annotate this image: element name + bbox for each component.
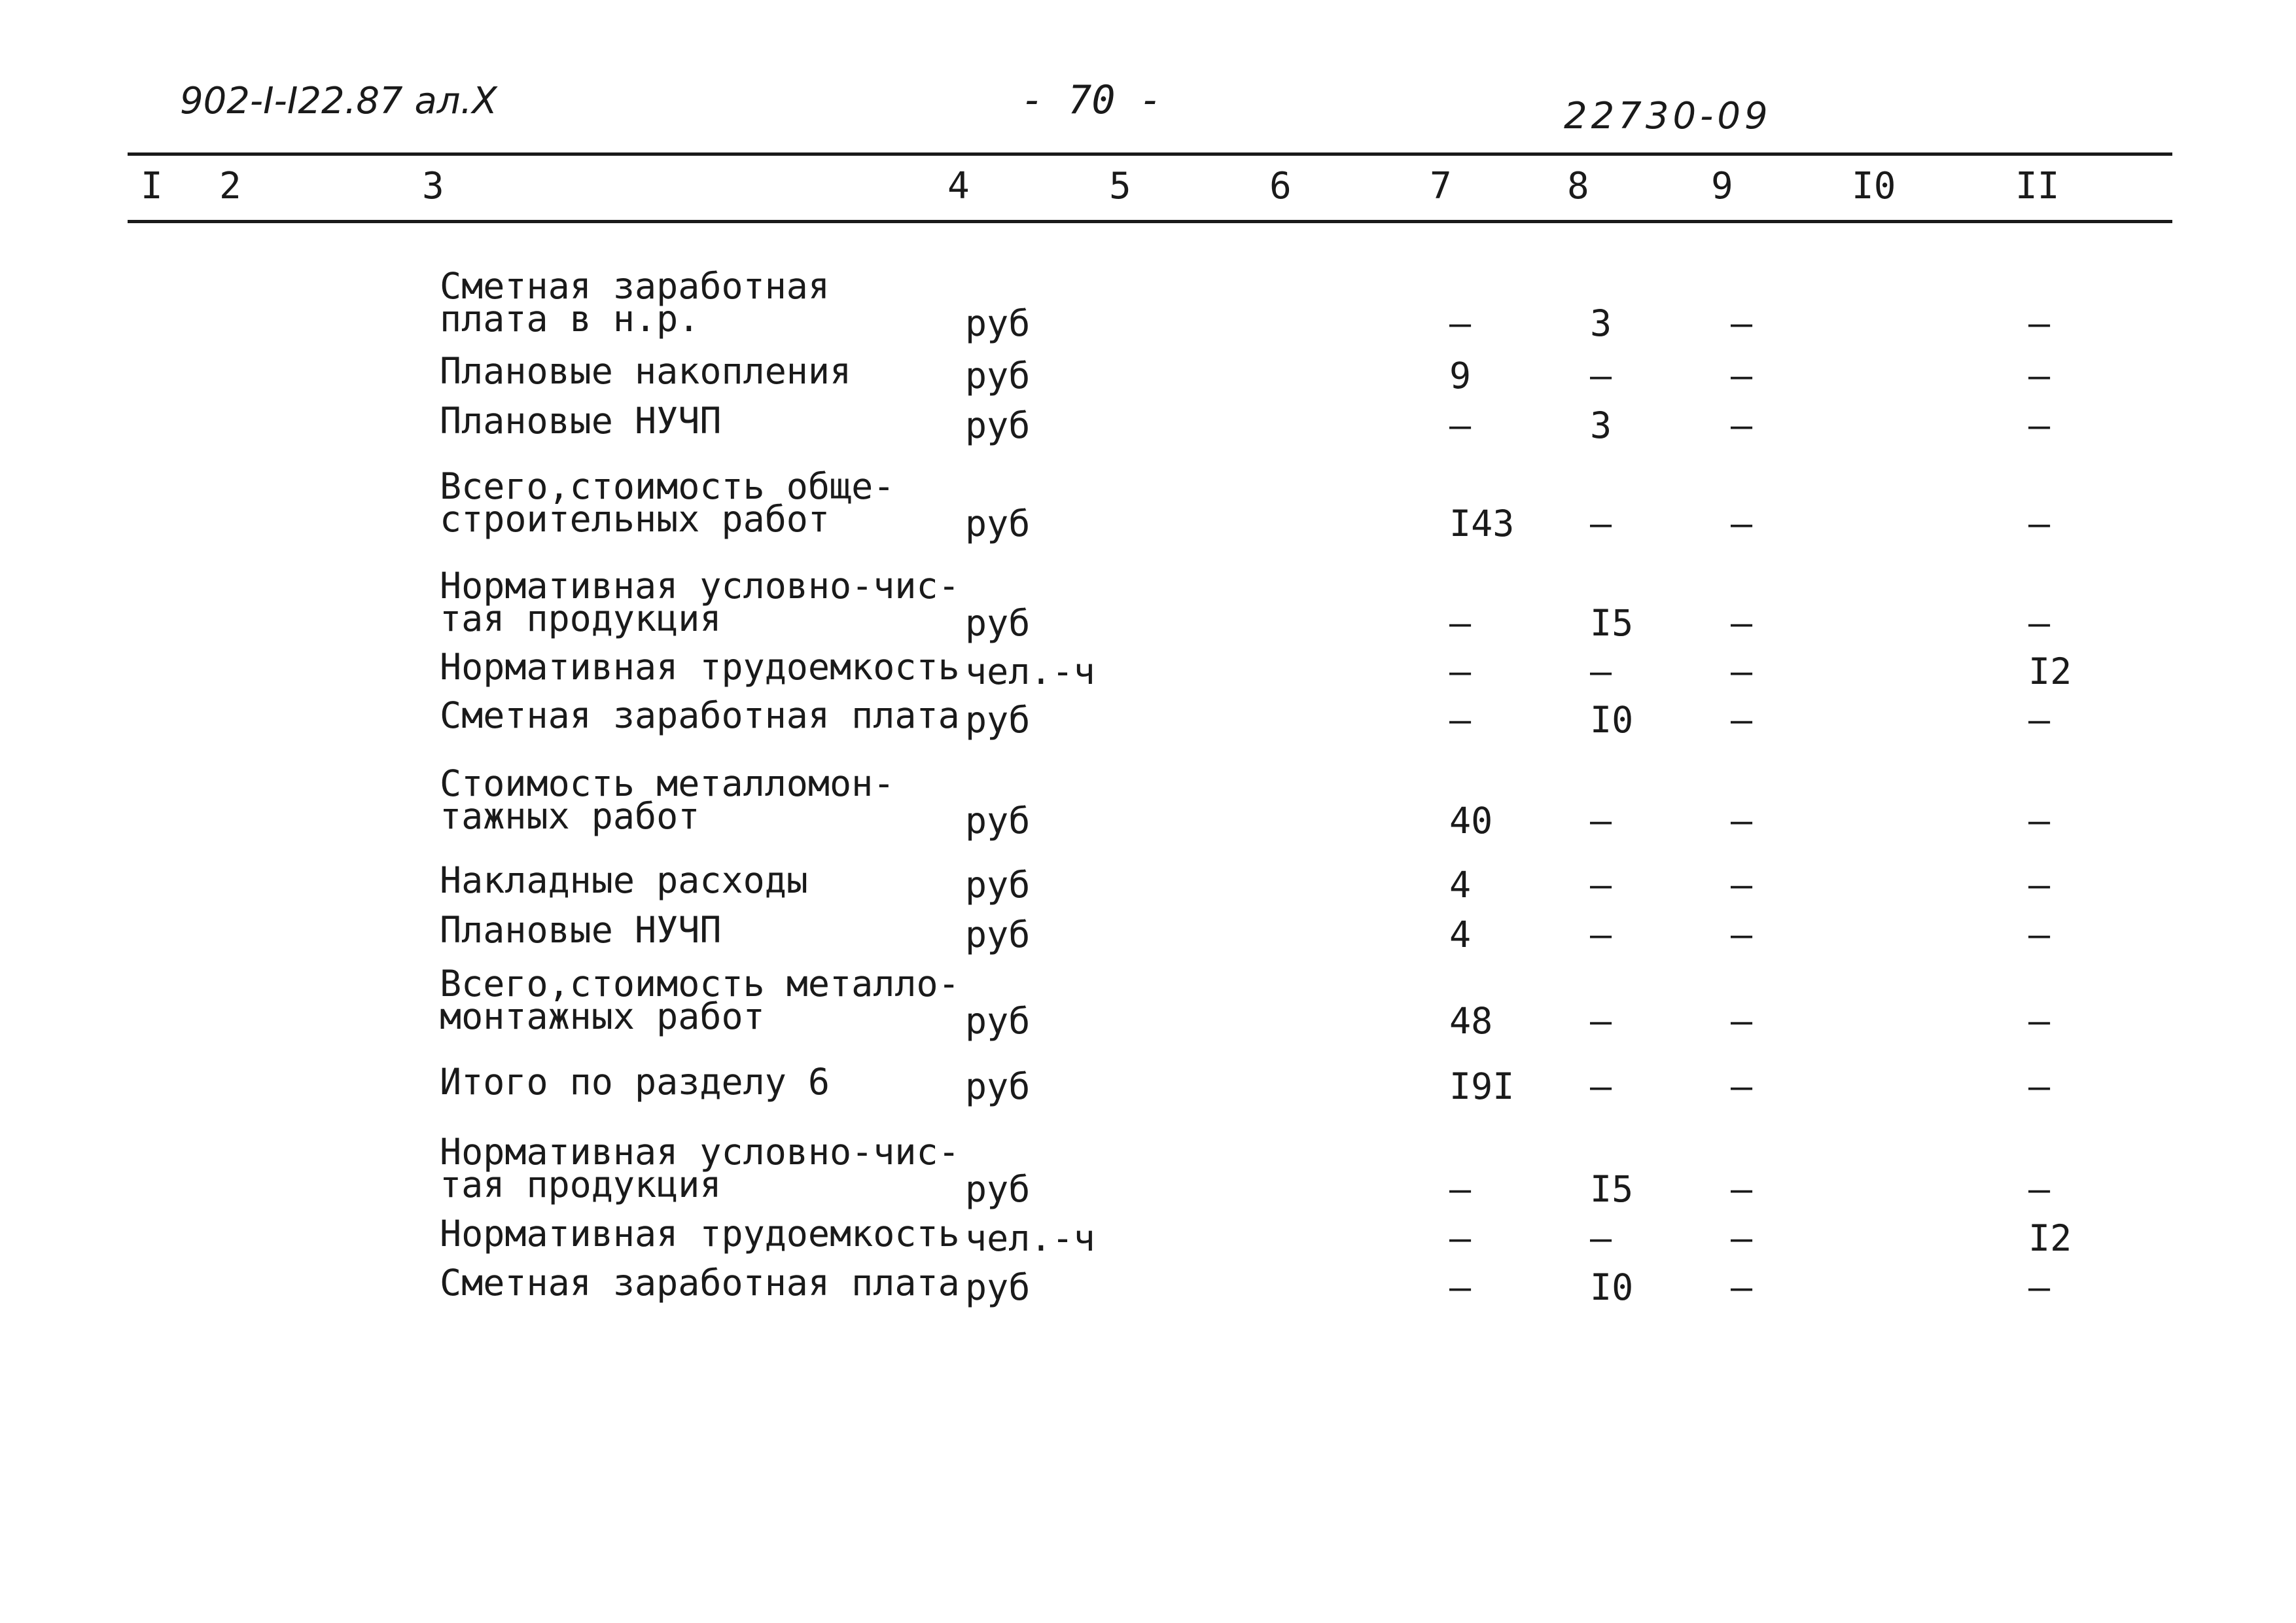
row-label-line: Нормативная условно-чис- xyxy=(440,565,960,607)
row-label-line: Накладные расходы xyxy=(440,859,808,901)
column-number-6: 6 xyxy=(1269,165,1292,207)
cell-col-8: – xyxy=(1590,355,1612,397)
cell-col-11: – xyxy=(2028,602,2051,644)
row-label-line: Плановые НУЧП xyxy=(440,909,722,951)
column-number-10: I0 xyxy=(1852,165,1896,207)
row-label-line: Сметная заработная xyxy=(440,265,830,307)
cell-col-9: – xyxy=(1731,1217,1753,1259)
cell-col-11: I2 xyxy=(2028,651,2072,692)
row-label-line: плата в н.р. xyxy=(440,298,700,340)
column-number-1: I xyxy=(141,165,163,207)
row-unit: чел.-ч xyxy=(965,1217,1095,1259)
cell-col-7: 4 xyxy=(1449,864,1472,906)
row-label xyxy=(440,694,960,736)
row-unit: руб xyxy=(965,404,1031,446)
row-unit: руб xyxy=(965,1065,1031,1107)
row-unit: руб xyxy=(965,864,1031,906)
cell-col-7: 4 xyxy=(1449,914,1472,955)
row-label-line: Сметная заработная плата xyxy=(440,694,960,736)
cell-col-7: 9 xyxy=(1449,355,1472,397)
cell-col-7: 48 xyxy=(1449,1000,1493,1042)
column-number-7: 7 xyxy=(1430,165,1452,207)
row-label-line: тажных работ xyxy=(440,795,700,837)
row-label xyxy=(440,565,960,639)
row-label-line: Нормативная трудоемкость xyxy=(440,1213,960,1255)
row-unit: руб xyxy=(965,1000,1031,1042)
cell-col-9: – xyxy=(1731,699,1753,741)
cell-col-9: – xyxy=(1731,1000,1753,1042)
column-number-11: II xyxy=(2015,165,2060,207)
column-number-5: 5 xyxy=(1109,165,1131,207)
cell-col-11: – xyxy=(2028,800,2051,842)
row-unit: руб xyxy=(965,602,1031,644)
column-number-3: 3 xyxy=(422,165,444,207)
cell-col-9: – xyxy=(1731,503,1753,544)
row-label xyxy=(440,1213,960,1255)
row-label-line: тая продукция xyxy=(440,597,722,639)
cell-col-8: – xyxy=(1590,651,1612,692)
cell-col-8: 3 xyxy=(1590,404,1612,446)
row-unit: руб xyxy=(965,302,1031,344)
cell-col-8: – xyxy=(1590,800,1612,842)
row-unit: руб xyxy=(965,1266,1031,1308)
row-label-line: Нормативная условно-чис- xyxy=(440,1131,960,1173)
cell-col-8: – xyxy=(1590,1217,1612,1259)
cell-col-11: – xyxy=(2028,404,2051,446)
cell-col-7: – xyxy=(1449,1217,1472,1259)
row-label xyxy=(440,465,895,540)
cell-col-7: I9I xyxy=(1449,1065,1515,1107)
row-label-line: Итого по разделу 6 xyxy=(440,1061,830,1103)
row-label-line: Стоимость металломон- xyxy=(440,762,895,804)
cell-col-11: – xyxy=(2028,1000,2051,1042)
column-number-9: 9 xyxy=(1711,165,1733,207)
cell-col-8: I0 xyxy=(1590,699,1634,741)
row-label xyxy=(440,646,960,688)
cell-col-9: – xyxy=(1731,1168,1753,1210)
row-label xyxy=(440,1262,960,1304)
cell-col-11: – xyxy=(2028,914,2051,955)
cell-col-11: – xyxy=(2028,355,2051,397)
cell-col-9: – xyxy=(1731,1065,1753,1107)
cell-col-9: – xyxy=(1731,602,1753,644)
cell-col-11: – xyxy=(2028,864,2051,906)
table-header-bottom-rule xyxy=(128,220,2172,223)
row-label xyxy=(440,909,722,951)
row-unit: руб xyxy=(965,914,1031,955)
row-label-line: тая продукция xyxy=(440,1164,722,1205)
row-label xyxy=(440,350,852,392)
cell-col-8: – xyxy=(1590,864,1612,906)
cell-col-7: – xyxy=(1449,1266,1472,1308)
page-number: - 70 - xyxy=(1021,77,1163,123)
row-label-line: Всего,стоимость обще- xyxy=(440,465,895,507)
document-code: 902-I-I22.87 ал.X xyxy=(180,80,497,122)
row-label-line: строительных работ xyxy=(440,498,830,540)
cell-col-7: 40 xyxy=(1449,800,1493,842)
cell-col-8: I5 xyxy=(1590,602,1634,644)
cell-col-8: I5 xyxy=(1590,1168,1634,1210)
cell-col-7: I43 xyxy=(1449,503,1515,544)
cell-col-11: I2 xyxy=(2028,1217,2072,1259)
cell-col-7: – xyxy=(1449,699,1472,741)
row-label xyxy=(440,859,808,901)
cell-col-7: – xyxy=(1449,404,1472,446)
cell-col-9: – xyxy=(1731,651,1753,692)
row-label xyxy=(440,1061,830,1103)
cell-col-9: – xyxy=(1731,864,1753,906)
column-number-4: 4 xyxy=(947,165,970,207)
row-label xyxy=(440,265,830,340)
cell-col-9: – xyxy=(1731,800,1753,842)
column-number-8: 8 xyxy=(1567,165,1589,207)
cell-col-11: – xyxy=(2028,1266,2051,1308)
cell-col-9: – xyxy=(1731,302,1753,344)
registration-number: 22730-09 xyxy=(1564,95,1772,137)
row-unit: руб xyxy=(965,503,1031,544)
column-number-2: 2 xyxy=(219,165,241,207)
row-unit: руб xyxy=(965,355,1031,397)
row-unit: руб xyxy=(965,699,1031,741)
cell-col-7: – xyxy=(1449,602,1472,644)
row-label xyxy=(440,963,960,1037)
row-label-line: Плановые НУЧП xyxy=(440,400,722,442)
row-label-line: Плановые накопления xyxy=(440,350,852,392)
cell-col-8: I0 xyxy=(1590,1266,1634,1308)
cell-col-11: – xyxy=(2028,302,2051,344)
cell-col-7: – xyxy=(1449,651,1472,692)
cell-col-9: – xyxy=(1731,1266,1753,1308)
row-label xyxy=(440,400,722,442)
cell-col-9: – xyxy=(1731,404,1753,446)
cell-col-9: – xyxy=(1731,355,1753,397)
row-label-line: монтажных работ xyxy=(440,995,765,1037)
row-label-line: Всего,стоимость металло- xyxy=(440,963,960,1005)
cell-col-7: – xyxy=(1449,1168,1472,1210)
cell-col-11: – xyxy=(2028,699,2051,741)
row-unit: чел.-ч xyxy=(965,651,1095,692)
cell-col-8: – xyxy=(1590,914,1612,955)
cell-col-11: – xyxy=(2028,1065,2051,1107)
cell-col-8: – xyxy=(1590,1000,1612,1042)
cell-col-8: – xyxy=(1590,1065,1612,1107)
row-label xyxy=(440,762,895,837)
cell-col-11: – xyxy=(2028,1168,2051,1210)
row-label-line: Сметная заработная плата xyxy=(440,1262,960,1304)
row-label-line: Нормативная трудоемкость xyxy=(440,646,960,688)
cell-col-8: – xyxy=(1590,503,1612,544)
table-header-top-rule xyxy=(128,152,2172,156)
cell-col-8: 3 xyxy=(1590,302,1612,344)
row-unit: руб xyxy=(965,800,1031,842)
cell-col-7: – xyxy=(1449,302,1472,344)
cell-col-11: – xyxy=(2028,503,2051,544)
row-unit: руб xyxy=(965,1168,1031,1210)
row-label xyxy=(440,1131,960,1205)
cell-col-9: – xyxy=(1731,914,1753,955)
